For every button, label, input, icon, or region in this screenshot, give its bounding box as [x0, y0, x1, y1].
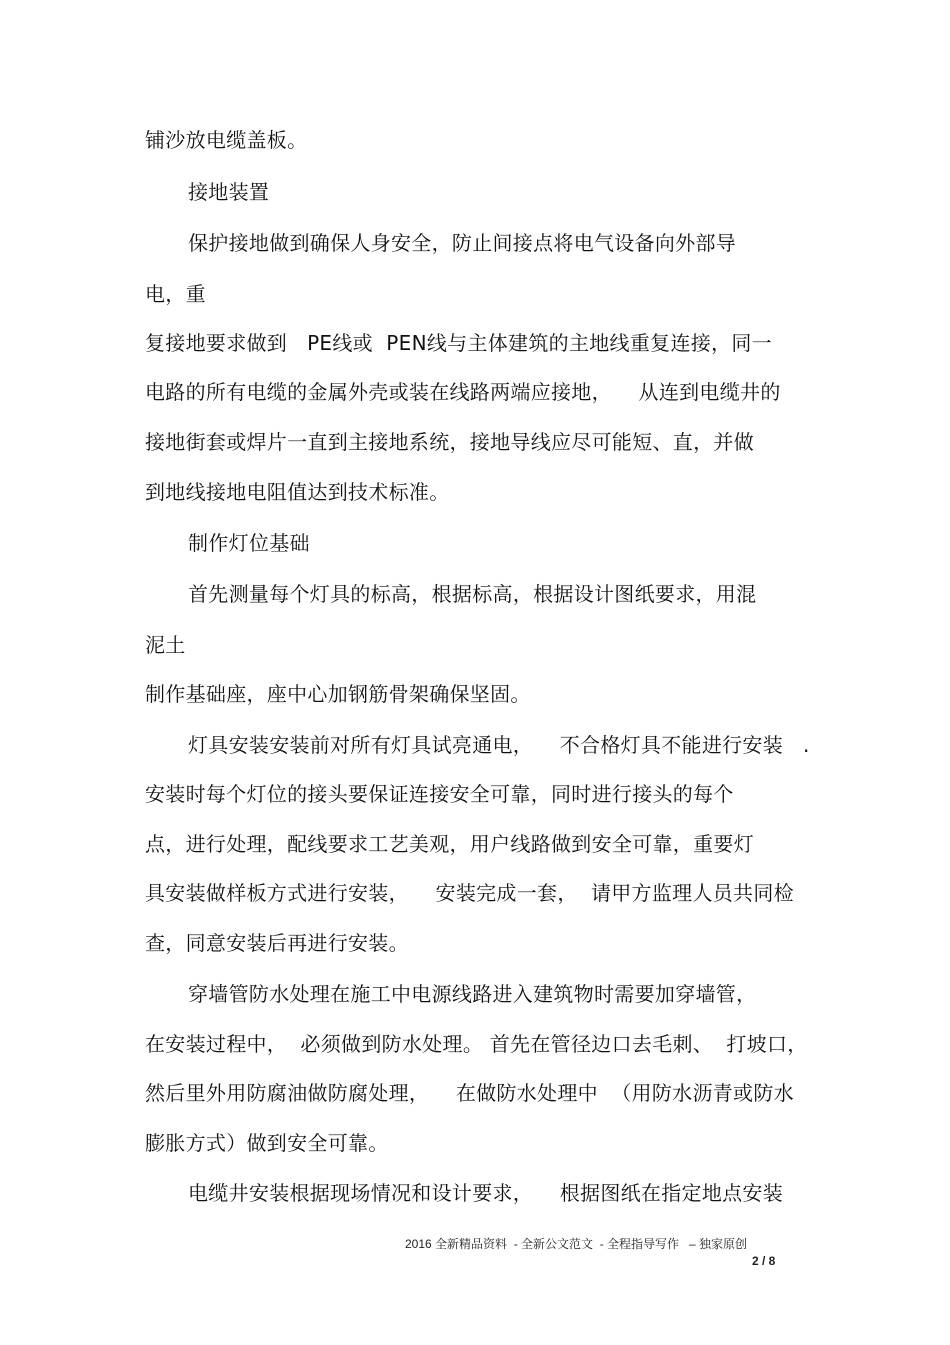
paragraph-line: 接地街套或焊片一直到主接地系统，接地导线应尽可能短、直，并做	[145, 430, 754, 454]
section-heading: 制作灯位基础	[188, 531, 310, 555]
page-number: 2 / 8	[752, 1254, 776, 1268]
paragraph-line: 复接地要求做到 PE线或 PEN线与主体建筑的主地线重复连接，同一	[145, 331, 772, 355]
paragraph-line: 在安装过程中， 必须做到防水处理。 首先在管径边口去毛刺、 打坡口，	[145, 1032, 808, 1056]
paragraph-line: 具安装做样板方式进行安装， 安装完成一套， 请甲方监理人员共同检	[145, 881, 794, 905]
paragraph-line: 穿墙管防水处理在施工中电源线路进入建筑物时需要加穿墙管，	[188, 982, 757, 1006]
paragraph-line: 泥土	[145, 633, 186, 657]
paragraph-line: 然后里外用防腐油做防腐处理， 在做防水处理中 （用防水沥青或防水	[145, 1081, 794, 1105]
paragraph-line: 安装时每个灯位的接头要保证连接安全可靠，同时进行接头的每个	[145, 782, 734, 806]
paragraph-line: 到地线接地电阻值达到技术标准。	[145, 480, 450, 504]
paragraph-line: 膨胀方式）做到安全可靠。	[145, 1131, 389, 1155]
section-heading: 接地装置	[188, 180, 270, 204]
paragraph-line: 电，重	[145, 282, 206, 306]
paragraph-line: 灯具安装安装前对所有灯具试亮通电， 不合格灯具不能进行安装 .	[188, 733, 810, 757]
paragraph-line: 首先测量每个灯具的标高，根据标高，根据设计图纸要求，用混	[188, 582, 757, 606]
page-footer: 2016 全新精品资料 - 全新公文范文 - 全程指导写作 – 独家原创	[405, 1237, 748, 1251]
paragraph-line: 点，进行处理，配线要求工艺美观，用户线路做到安全可靠，重要灯	[145, 832, 754, 856]
paragraph-line: 制作基础座，座中心加钢筋骨架确保坚固。	[145, 682, 531, 706]
paragraph-line: 电路的所有电缆的金属外壳或装在线路两端应接地， 从连到电缆井的	[145, 380, 781, 404]
paragraph-line: 电缆井安装根据现场情况和设计要求， 根据图纸在指定地点安装	[188, 1181, 784, 1205]
paragraph-line: 铺沙放电缆盖板。	[145, 128, 308, 152]
paragraph-line: 保护接地做到确保人身安全，防止间接点将电气设备向外部导	[188, 231, 737, 255]
paragraph-line: 查，同意安装后再进行安装。	[145, 931, 409, 955]
